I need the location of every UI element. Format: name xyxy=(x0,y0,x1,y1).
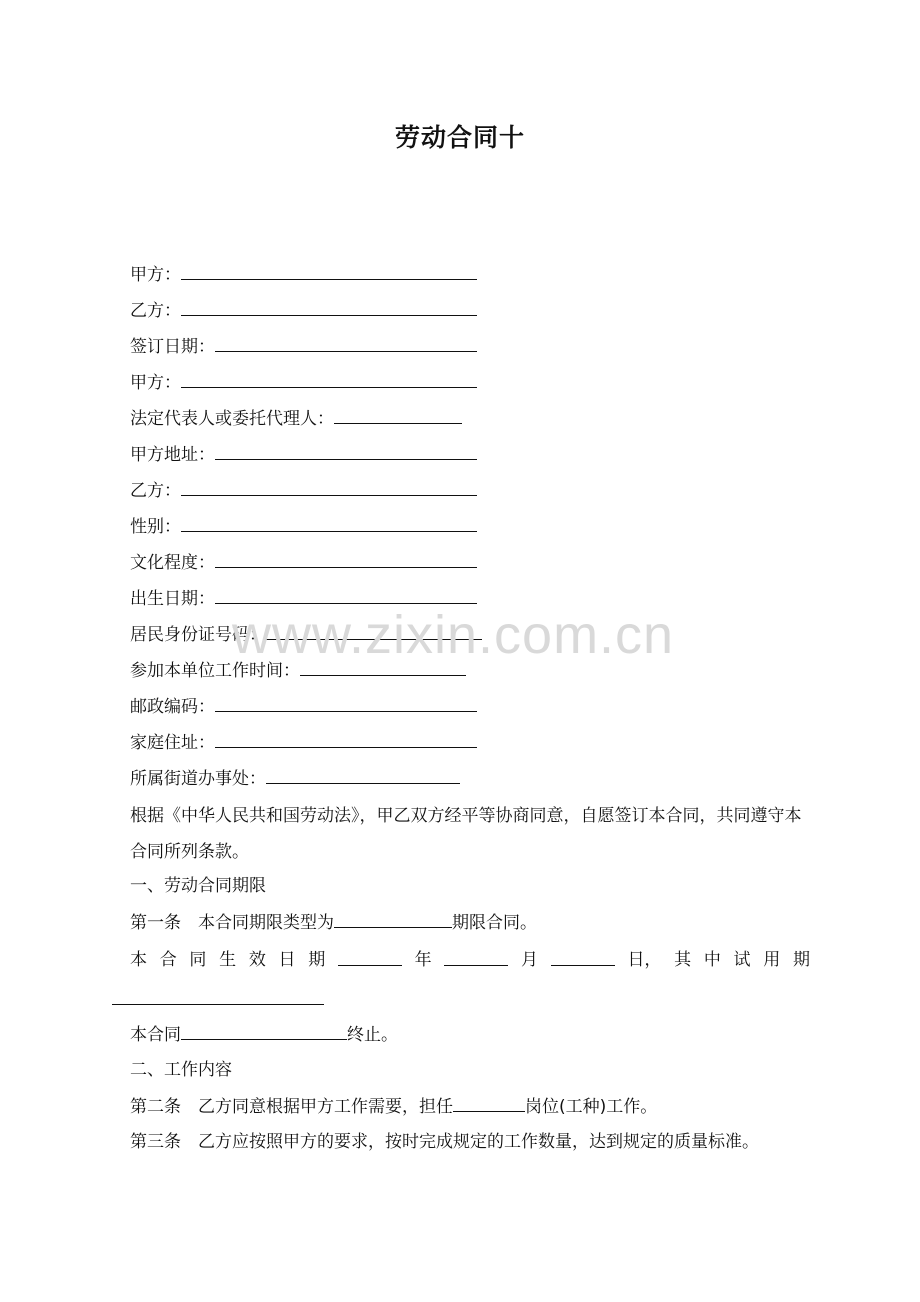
field-blank[interactable] xyxy=(266,622,482,640)
field-blank[interactable] xyxy=(215,550,477,568)
field-education xyxy=(130,550,477,575)
termination-blank[interactable] xyxy=(181,1022,347,1040)
article-1 xyxy=(130,910,537,935)
day-label: 日， xyxy=(627,950,662,970)
field-gender xyxy=(130,514,477,539)
contract-type-blank[interactable] xyxy=(334,910,452,928)
text-char: 用 xyxy=(763,950,781,970)
text-char: 生 xyxy=(219,950,237,970)
article-2-suffix: 岗位(工种)工作。 xyxy=(525,1097,658,1117)
text-char: 效 xyxy=(248,950,266,970)
text-char: 本 xyxy=(130,950,147,970)
field-blank[interactable] xyxy=(181,262,477,280)
field-blank[interactable] xyxy=(215,730,477,748)
field-label: 法定代表人或委托代理人： xyxy=(130,409,334,429)
field-blank[interactable] xyxy=(181,298,477,316)
field-party-b-2 xyxy=(130,478,477,503)
field-label: 性别： xyxy=(130,517,181,537)
field-id-number xyxy=(130,622,482,647)
article-1-prefix: 第一条 本合同期限类型为 xyxy=(130,913,334,933)
article-2-prefix: 第二条 乙方同意根据甲方工作需要，担任 xyxy=(130,1097,453,1117)
field-party-a xyxy=(130,262,477,287)
text-char: 期 xyxy=(792,950,810,970)
field-party-a-2 xyxy=(130,370,477,395)
field-blank[interactable] xyxy=(300,658,466,676)
termination-prefix: 本合同 xyxy=(130,1025,181,1045)
year-label: 年 xyxy=(414,950,432,970)
field-label: 家庭住址： xyxy=(130,733,215,753)
text-char: 日 xyxy=(278,950,296,970)
article-3: 第三条 乙方应按照甲方的要求，按时完成规定的工作数量，达到规定的质量标准。 xyxy=(130,1132,759,1152)
field-label: 甲方： xyxy=(130,265,181,285)
field-work-start xyxy=(130,658,466,683)
section-heading-work: 二、工作内容 xyxy=(130,1060,232,1080)
field-party-b xyxy=(130,298,477,323)
article-2 xyxy=(130,1094,657,1119)
field-label: 签订日期： xyxy=(130,337,215,357)
field-home-address xyxy=(130,730,477,755)
field-sub-district xyxy=(130,766,460,791)
field-blank[interactable] xyxy=(334,406,462,424)
preamble-paragraph xyxy=(112,798,812,870)
field-party-a-address xyxy=(130,442,477,467)
field-blank[interactable] xyxy=(215,586,477,604)
document-title: 劳动合同十 xyxy=(394,123,525,152)
text-char: 试 xyxy=(733,950,751,970)
field-blank[interactable] xyxy=(266,766,460,784)
field-label: 文化程度： xyxy=(130,553,215,573)
field-legal-rep xyxy=(130,406,462,431)
field-sign-date xyxy=(130,334,477,359)
field-label: 乙方： xyxy=(130,481,181,501)
position-blank[interactable] xyxy=(453,1094,525,1112)
month-label: 月 xyxy=(521,950,539,970)
field-blank[interactable] xyxy=(215,334,477,352)
text-char: 其 xyxy=(674,950,692,970)
month-blank[interactable] xyxy=(444,948,508,966)
field-label: 所属街道办事处： xyxy=(130,769,266,789)
field-label: 乙方： xyxy=(130,301,181,321)
text-char: 合 xyxy=(159,950,177,970)
field-birth-date xyxy=(130,586,477,611)
article-1-suffix: 期限合同。 xyxy=(452,913,537,933)
preamble-text: 根据《中华人民共和国劳动法》，甲乙双方经平等协商同意，自愿签订本合同，共同遵守本合同所列条款。 xyxy=(130,806,802,862)
probation-blank[interactable] xyxy=(112,1004,324,1005)
field-blank[interactable] xyxy=(181,514,477,532)
effective-date-line xyxy=(130,948,810,972)
field-label: 居民身份证号码： xyxy=(130,625,266,645)
watermark: www.zixin.com.cn xyxy=(232,605,675,665)
field-postal-code xyxy=(130,694,477,719)
field-label: 邮政编码： xyxy=(130,697,215,717)
text-char: 同 xyxy=(189,950,207,970)
field-label: 出生日期： xyxy=(130,589,215,609)
field-blank[interactable] xyxy=(215,442,477,460)
year-blank[interactable] xyxy=(338,948,402,966)
text-char: 中 xyxy=(703,950,721,970)
termination-suffix: 终止。 xyxy=(347,1025,398,1045)
field-blank[interactable] xyxy=(181,370,477,388)
field-label: 甲方： xyxy=(130,373,181,393)
field-blank[interactable] xyxy=(181,478,477,496)
field-label: 甲方地址： xyxy=(130,445,215,465)
day-blank[interactable] xyxy=(551,948,615,966)
text-char: 期 xyxy=(308,950,326,970)
termination-line xyxy=(130,1022,398,1047)
field-label: 参加本单位工作时间： xyxy=(130,661,300,681)
field-blank[interactable] xyxy=(215,694,477,712)
section-heading-term: 一、劳动合同期限 xyxy=(130,876,266,896)
